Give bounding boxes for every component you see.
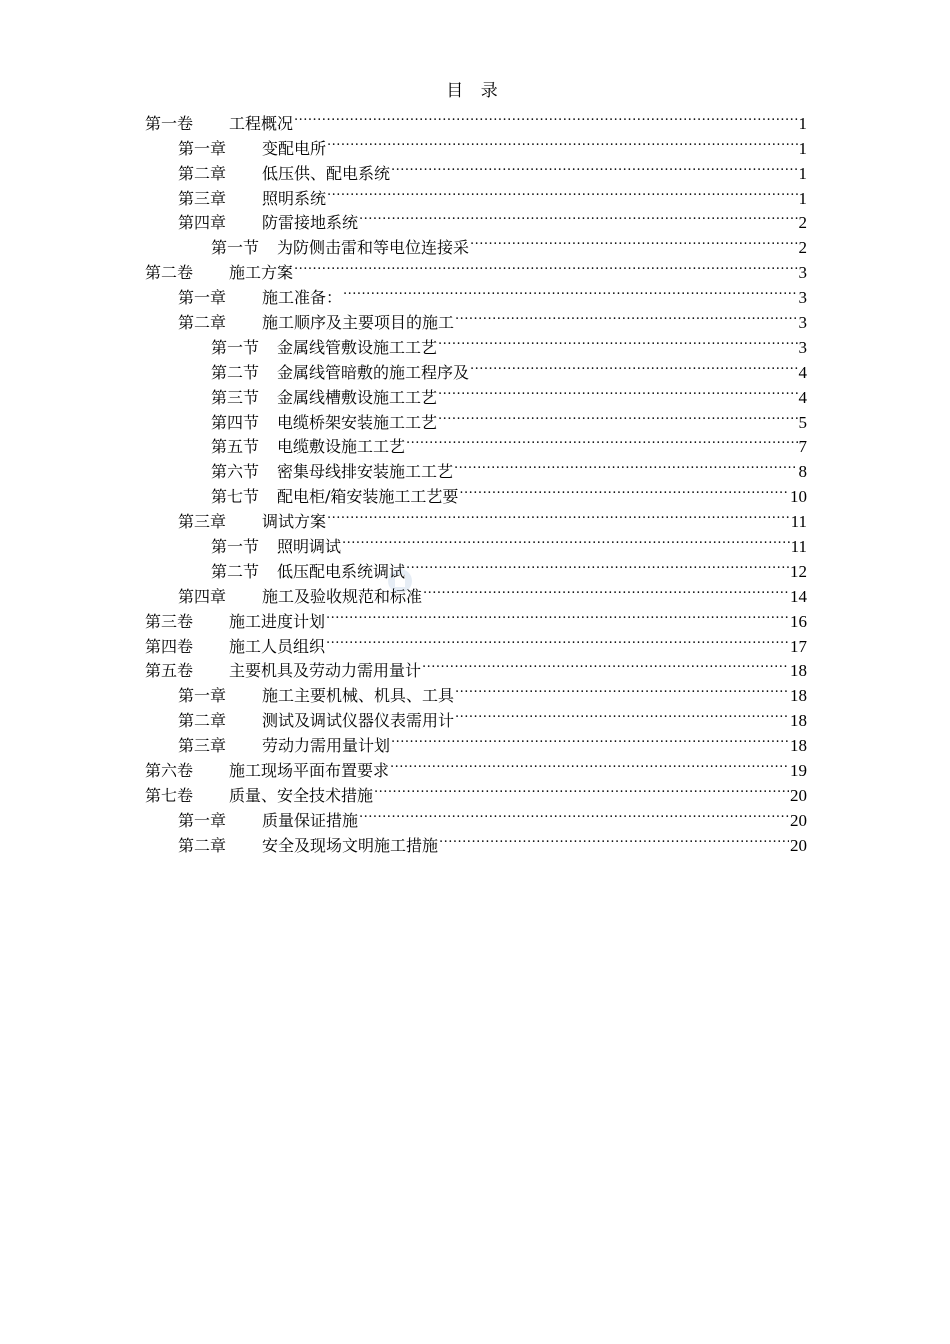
toc-entry-page-number: 2 [798,238,807,258]
toc-entry-prefix: 第一章 [178,288,227,308]
toc-entry-page-number: 1 [798,188,807,208]
toc-entry-prefix: 第三节 [211,387,260,407]
toc-entry-label: 施工准备： [262,288,343,308]
toc-entry-page-number: 7 [798,437,807,457]
toc-entry-page-number: 20 [790,835,807,855]
toc-entry-prefix: 第七卷 [145,785,194,805]
toc-entry-label: 劳动力需用量计划 [262,736,391,756]
toc-entry-prefix: 第一章 [178,686,227,706]
toc-entry-label: 金属线槽敷设施工工艺 [277,387,438,407]
toc-entry-label: 施工主要机械、机具、工具 [262,686,455,706]
toc-entry-label: 工程概况 [229,113,294,133]
toc-dot-leader [455,303,797,328]
toc-entry-prefix: 第二节 [211,362,260,382]
toc-entry-page-number: 3 [798,313,807,333]
toc-entry-prefix: 第二章 [178,313,227,333]
toc-entry-prefix: 第三章 [178,512,227,532]
toc-dot-leader [438,328,797,353]
toc-entry-page-number: 5 [798,412,807,432]
toc-entry-label: 施工顺序及主要项目的施工 [262,313,455,333]
toc-entry-prefix: 第四章 [178,586,227,606]
toc-entry-label: 施工及验收规范和标准 [262,586,423,606]
toc-entry-prefix: 第一节 [211,537,260,557]
toc-entry-label: 照明系统 [262,188,327,208]
toc-entry-page-number: 8 [798,462,807,482]
toc-entry-label: 施工方案 [229,263,294,283]
toc-entry-page-number: 14 [790,586,807,606]
toc-entry-page-number: 4 [798,387,807,407]
toc-dot-leader [422,652,789,677]
toc-dot-leader [391,726,789,751]
toc-dot-leader [327,179,797,204]
toc-entry-label: 施工人员组织 [229,636,326,656]
toc-entry-page-number: 16 [790,611,807,631]
toc-entry-page-number: 18 [790,686,807,706]
toc-entry-label: 密集母线排安装施工工艺 [277,462,454,482]
toc-entry-prefix: 第一章 [178,810,227,830]
toc-entry-prefix: 第四节 [211,412,260,432]
toc-dot-leader [470,228,797,253]
toc-entry-label: 施工现场平面布置要求 [229,761,390,781]
toc-dot-leader [455,701,789,726]
toc-entry-label: 防雷接地系统 [262,213,359,233]
toc-dot-leader [459,477,789,502]
toc-dot-leader [359,801,789,826]
toc-entry-label: 质量、安全技术措施 [229,785,374,805]
toc-entry-prefix: 第六卷 [145,761,194,781]
toc-entry-label: 电缆敷设施工工艺 [277,437,406,457]
toc-dot-leader [439,826,789,851]
toc-entry-prefix: 第二章 [178,711,227,731]
toc-title: 目 录 [446,81,504,101]
toc-entry[interactable] [145,104,807,133]
toc-entry-prefix: 第六节 [211,462,260,482]
toc-entry-prefix: 第一节 [211,337,260,357]
toc-dot-leader [342,527,790,552]
toc-entry-prefix: 第七节 [211,487,260,507]
toc-dot-leader [390,751,789,776]
toc-dot-leader [455,676,789,701]
toc-entry-page-number: 10 [790,487,807,507]
toc-entry-prefix: 第二章 [178,163,227,183]
toc-dot-leader [343,278,797,303]
toc-entry-page-number: 19 [790,761,807,781]
toc-entry-label: 电缆桥架安装施工工艺 [277,412,438,432]
toc-entry-page-number: 20 [790,785,807,805]
toc-entry-page-number: 3 [798,288,807,308]
toc-entry-label: 测试及调试仪器仪表需用计 [262,711,455,731]
toc-dot-leader [359,204,797,229]
toc-entry-prefix: 第三章 [178,736,227,756]
toc-dot-leader [326,627,789,652]
toc-entry-label: 低压配电系统调试 [277,561,406,581]
toc-entry-label: 安全及现场文明施工措施 [262,835,439,855]
toc-entry-page-number: 11 [790,512,807,532]
toc-entry-page-number: 1 [798,138,807,158]
toc-entry-label: 调试方案 [262,512,327,532]
toc-dot-leader [470,353,797,378]
toc-entry-prefix: 第二节 [211,561,260,581]
toc-dot-leader [454,452,797,477]
toc-entry-prefix: 第三章 [178,188,227,208]
toc-dot-leader [406,428,797,453]
toc-entry-label: 金属线管暗敷的施工程序及 [277,362,470,382]
toc-entry-label: 低压供、配电系统 [262,163,391,183]
toc-entry-prefix: 第五卷 [145,661,194,681]
toc-entry-label: 配电柜/箱安装施工工艺要 [277,487,459,507]
toc-entry-page-number: 1 [798,113,807,133]
toc-dot-leader [294,253,797,278]
toc-entry-label: 主要机具及劳动力需用量计 [229,661,422,681]
toc-dot-leader [374,776,789,801]
toc-entry-label: 变配电所 [262,138,327,158]
toc-entry-prefix: 第四章 [178,213,227,233]
table-of-contents [145,104,807,855]
toc-entry-label: 施工进度计划 [229,611,326,631]
toc-entry-prefix: 第五节 [211,437,260,457]
toc-entry-page-number: 18 [790,736,807,756]
toc-dot-leader [327,502,790,527]
toc-entry-page-number: 11 [790,537,807,557]
toc-dot-leader [327,129,797,154]
toc-entry-page-number: 4 [798,362,807,382]
toc-dot-leader [326,602,789,627]
toc-entry-page-number: 2 [798,213,807,233]
toc-dot-leader [294,104,797,129]
toc-entry-page-number: 12 [790,561,807,581]
toc-entry-page-number: 20 [790,810,807,830]
toc-entry-label: 照明调试 [277,537,342,557]
toc-dot-leader [438,403,797,428]
toc-entry-page-number: 3 [798,263,807,283]
toc-entry-prefix: 第三卷 [145,611,194,631]
toc-entry-prefix: 第一章 [178,138,227,158]
toc-entry-prefix: 第一卷 [145,113,194,133]
toc-entry-label: 为防侧击雷和等电位连接采 [277,238,470,258]
toc-entry-label: 质量保证措施 [262,810,359,830]
toc-entry-prefix: 第四卷 [145,636,194,656]
toc-entry-label: 金属线管敷设施工工艺 [277,337,438,357]
toc-dot-leader [406,552,789,577]
toc-entry-prefix: 第二卷 [145,263,194,283]
toc-entry-page-number: 1 [798,163,807,183]
toc-entry-prefix: 第一节 [211,238,260,258]
toc-entry-page-number: 3 [798,337,807,357]
toc-entry-page-number: 18 [790,661,807,681]
toc-dot-leader [391,154,797,179]
toc-entry-page-number: 18 [790,711,807,731]
toc-entry-prefix: 第二章 [178,835,227,855]
toc-dot-leader [423,577,789,602]
toc-entry-page-number: 17 [790,636,807,656]
toc-dot-leader [438,378,797,403]
